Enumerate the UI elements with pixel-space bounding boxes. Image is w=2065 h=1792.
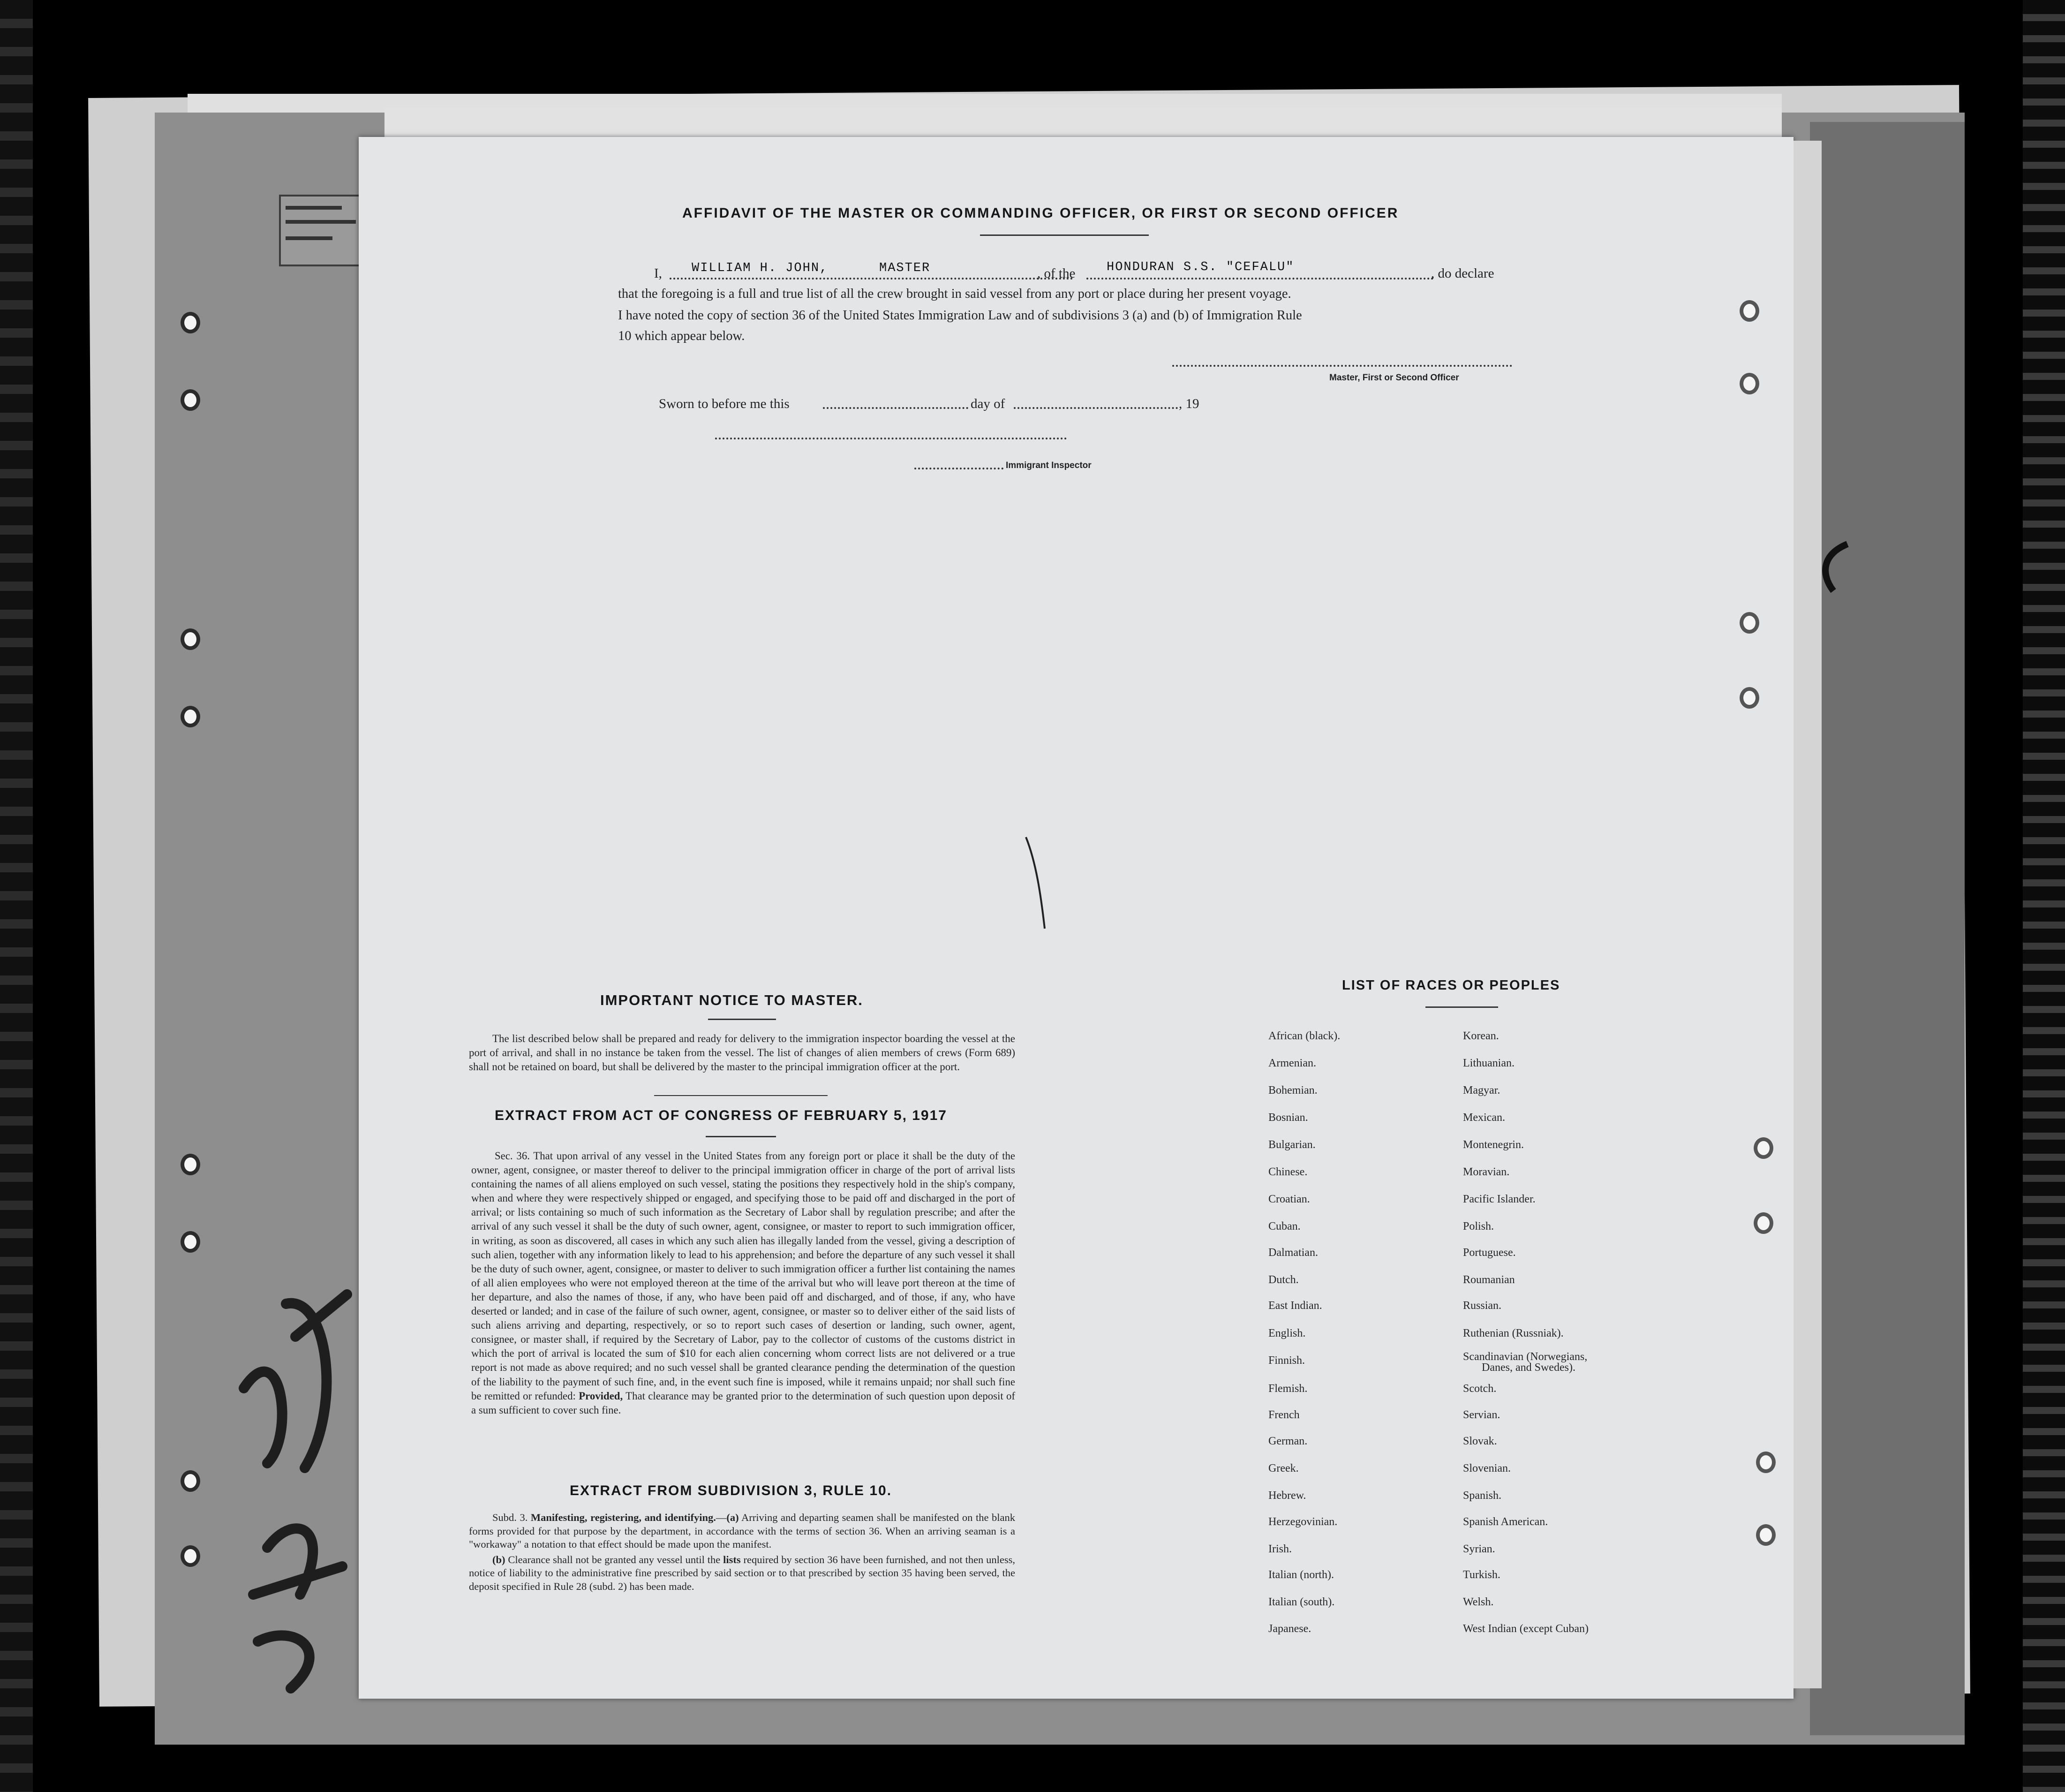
subd-a-label: (a) [726,1512,739,1523]
declaration-line-4: 10 which appear below. [618,329,745,343]
race-item: Korean. [1463,1030,1499,1042]
extract-act-text [471,1149,1015,1417]
binder-hole-icon [181,389,200,411]
binder-hole-icon [1756,1452,1776,1473]
race-item: Russian. [1463,1300,1502,1312]
provided-text: That clearance may be granted prior to the determination of such question upon deposit of a sum sufficient to cover such fine. [471,1390,1015,1416]
binder-hole-icon [181,1154,200,1175]
affidavit-title: AFFIDAVIT OF THE MASTER OR COMMANDING OFFICER, OR FIRST OR SECOND OFFICER [682,205,1399,221]
binder-hole-icon [181,312,200,333]
race-item: Roumanian [1463,1274,1515,1286]
declaration-line-2: that the foregoing is a full and true list of all the crew brought in said vessel from any port or place during her present voyage. [618,287,1291,301]
race-item: Ruthenian (Russniak). [1463,1327,1564,1339]
race-item: Dalmatian. [1268,1247,1318,1259]
race-item: Portuguese. [1463,1247,1516,1259]
extract-act-underline [706,1136,776,1137]
sworn-day-label: day of [971,396,1005,411]
declare-prefix: I, [654,266,662,281]
page-edge [1794,141,1822,1688]
inspector-caption: Immigrant Inspector [1006,461,1092,470]
race-item: Flemish. [1268,1383,1308,1395]
race-item: Bosnian. [1268,1111,1308,1124]
race-item: Servian. [1463,1409,1500,1421]
race-item: Lithuanian. [1463,1057,1515,1069]
race-item: East Indian. [1268,1300,1322,1312]
sworn-day-field[interactable] [823,407,968,409]
binder-hole-icon [181,628,200,650]
sworn-year: , 19 [1179,396,1199,411]
race-item: Syrian. [1463,1543,1495,1555]
notice-text [469,1032,1015,1074]
subd-b-label: (b) [492,1553,505,1565]
race-item: Turkish. [1463,1569,1500,1581]
race-item: African (black). [1268,1030,1341,1042]
race-item: Dutch. [1268,1274,1299,1286]
binder-hole-icon [1740,300,1759,322]
race-item: Scotch. [1463,1383,1497,1395]
subd-b-text-1: Clearance shall not be granted any vessel until the [508,1553,721,1565]
binder-hole-icon [1756,1524,1776,1546]
vessel-name: HONDURAN S.S. "CEFALU" [1107,260,1295,274]
sworn-month-field[interactable] [1014,407,1178,409]
binder-hole-icon [1754,1137,1773,1159]
binder-hole-icon [181,1231,200,1253]
do-declare-text: , do declare [1431,266,1494,281]
race-item: West Indian (except Cuban) [1463,1623,1589,1635]
ink-stamp [279,195,369,266]
sworn-prefix: Sworn to before me this [659,396,790,411]
notice-paragraph: The list described below shall be prepared and ready for delivery to the immigration inspector boarding the vessel at the port of arrival, and shall in no instance be taken from the vessel. The list of changes of alien members of crews (Form 689) shall not be retained on board, but shall be delivered by the master to the principal immigration officer at the port. [469,1033,1015,1073]
title-underline [980,234,1149,236]
subd-b-text-2: required by section 36 have been furnished, and not then unless, notice of liability to the administrative fine prescribed by said section or to that prescribed by section 35 having been served, the deposit specified in Rule 28 (subd. 2) has been made. [469,1553,1016,1592]
subd-a-text: Arriving and departing seamen shall be manifested on the blank forms provided for that purpose by the department, in accordance with the terms of section 36. When an arriving seaman is a "workaway" a notation to that effect should be made upon the manifest. [469,1512,1015,1550]
race-item-continuation: Danes, and Swedes). [1482,1361,1575,1374]
binder-hole-icon [181,1545,200,1567]
inspector-short-line [914,468,1003,469]
binder-hole-icon [181,706,200,727]
race-item: Japanese. [1268,1623,1311,1635]
race-item: German. [1268,1435,1308,1447]
extract-rule-text: Subd. 3. Manifesting, registering, and identifying.—(a) Arriving and departing seamen shall be manifested on the blank forms provided for that purpose by the department, in accordance with the terms of section 36. When an arriving seaman is a "workaway" a notation to that effect should be made upon the manifest. (b) Clearance shall not be granted any vessel until the lists required by section 36 have been furnished, and not then unless, notice of liability to the administrative fine prescribed by said section or to that prescribed by section 35 having been served, the deposit specified in Rule 28 (subd. 2) has been made. [469,1512,1016,1592]
race-item: Armenian. [1268,1057,1316,1069]
race-item: Bulgarian. [1268,1139,1316,1151]
race-item: Hebrew. [1268,1490,1306,1502]
race-item: Pacific Islander. [1463,1193,1536,1205]
binder-hole-icon [1740,373,1759,394]
race-item: Moravian. [1463,1166,1510,1178]
pen-mark [1815,539,1852,596]
race-item: Spanish American. [1463,1516,1548,1528]
binder-hole-icon [1740,612,1759,634]
races-underline [1425,1006,1498,1008]
extract-act-title: EXTRACT FROM ACT OF CONGRESS OF FEBRUARY 5, 1917 [495,1108,947,1123]
race-item: French [1268,1409,1300,1421]
race-item: Croatian. [1268,1193,1310,1205]
inspector-signature-line[interactable] [715,438,1067,439]
master-rank: MASTER [879,261,931,275]
backing-board-right [1810,122,1965,1735]
binder-hole-icon [181,1470,200,1492]
provided-label: Provided, [579,1390,623,1402]
sec36-text: Sec. 36. That upon arrival of any vessel in the United States from any foreign port or place it shall be the duty of the owner, agent, consignee, or master thereof to deliver to the principal immigration officer in charge of the port of arrival lists containing the names of all aliens employed on such vessel, stating the positions they respectively hold in the ship's company, when and where they were respectively shipped or engaged, and specifying those to be paid off and discharged in the port of arrival; or lists containing so much of such information as the Secretary of Labor shall by regulation prescribe; and after the arrival of any such vessel it shall be the duty of such owner, agent, consignee, or master to report to such immigration officer, in writing, as soon as discovered, all cases in which any such alien has illegally landed from the vessel, giving a description of such alien, together with any information likely to lead to his apprehension; and before the departure of any such vessel it shall be the duty of such owner, agent, consignee, or master to deliver to such immigration officer a further list containing the names of all alien employees who were not employed thereon at the time of the arrival but who will leave port thereon at the time of her departure, and also the names of those, if any, who have been paid off and discharged, and of those, if any, who have deserted or landed; and in case of the failure of such owner, agent, consignee, or master so to deliver either of the said lists of such aliens arriving and departing, respectively, or so to report such cases of desertion or landing, such owner, agent, consignee, or master shall, if required by the Secretary of Labor, pay to the collector of customs of the customs district in which the port of arrival is located the sum of $10 for each alien concerning whom correct lists are not delivered or a true report is not made as above required; and no such vessel shall be granted clearance pending the determination of the question of the liability to the payment of such fine, and, in the event such fine is imposed, while it remains unpaid; nor shall such fine be remitted or refunded: [471,1150,1015,1402]
binder-hole-icon [1740,687,1759,709]
signature-line[interactable] [1172,365,1512,367]
affidavit-page [359,137,1794,1699]
race-item: Bohemian. [1268,1084,1318,1096]
vessel-field[interactable] [1086,278,1433,280]
race-item: Finnish. [1268,1354,1305,1367]
race-item: Irish. [1268,1543,1292,1555]
race-item: Cuban. [1268,1220,1301,1232]
binder-hole-icon [1754,1212,1773,1234]
race-item: Herzegovinian. [1268,1516,1338,1528]
notice-underline [708,1019,776,1020]
race-item: Montenegrin. [1463,1139,1524,1151]
race-item: Scandinavian (Norwegians, [1463,1351,1588,1363]
name-field[interactable] [670,278,1073,280]
race-item: English. [1268,1327,1306,1339]
race-item: Spanish. [1463,1490,1502,1502]
race-item: Slovak. [1463,1435,1497,1447]
of-the-text: , of the [1037,266,1076,281]
master-name: WILLIAM H. JOHN, [692,261,829,275]
extract-rule-title: EXTRACT FROM SUBDIVISION 3, RULE 10. [570,1483,892,1498]
section-divider [654,1095,828,1096]
subd-prefix: Subd. 3. [492,1512,528,1523]
handwritten-scrawl [225,1266,380,1707]
subd-heading: Manifesting, registering, and identifying. [530,1512,716,1523]
race-item: Mexican. [1463,1111,1505,1124]
race-item: Greek. [1268,1462,1299,1474]
races-title: LIST OF RACES OR PEOPLES [1342,978,1560,993]
race-item: Welsh. [1463,1596,1494,1608]
subd-b-lists: lists [723,1553,741,1565]
film-edge-left [0,0,33,1792]
race-item: Italian (north). [1268,1569,1334,1581]
race-item: Polish. [1463,1220,1494,1232]
notice-title: IMPORTANT NOTICE TO MASTER. [600,992,863,1008]
race-item: Magyar. [1463,1084,1500,1096]
race-item: Italian (south). [1268,1596,1335,1608]
declaration-line-3: I have noted the copy of section 36 of the United States Immigration Law and of subdivisions 3 (a) and (b) of Immigration Rule [618,308,1302,323]
race-item: Chinese. [1268,1166,1308,1178]
race-item: Slovenian. [1463,1462,1511,1474]
film-edge-right [2023,0,2065,1792]
pen-mark [1022,835,1050,933]
signature-caption: Master, First or Second Officer [1329,373,1459,383]
